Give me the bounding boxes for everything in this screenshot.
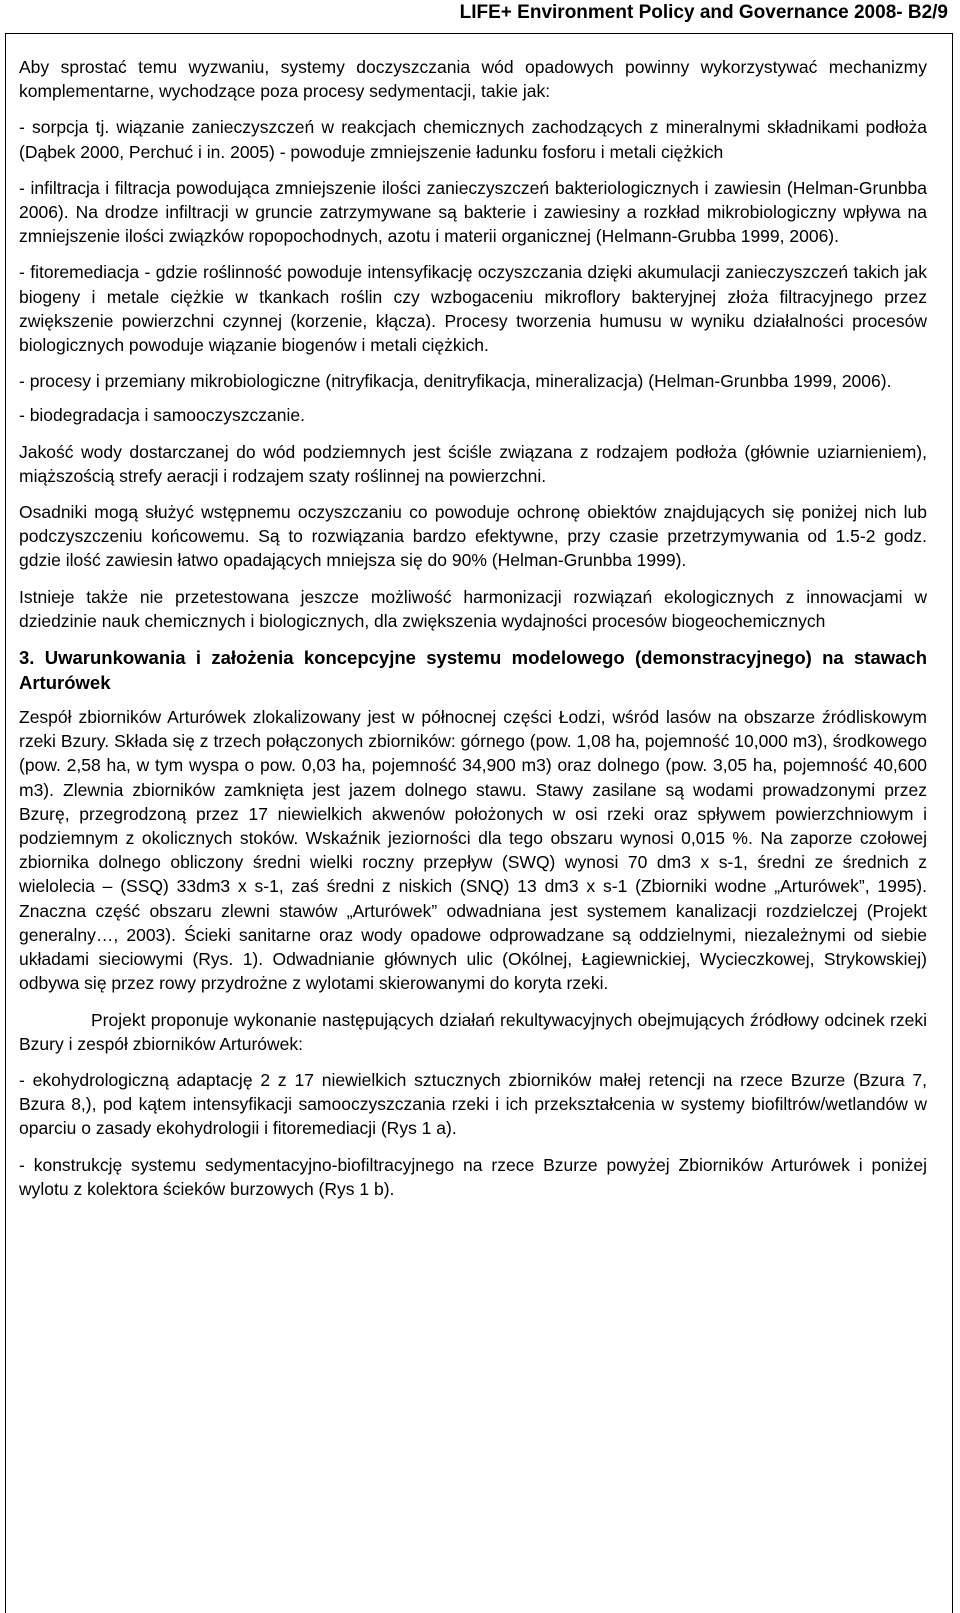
list-item-infiltration: - infiltracja i filtracja powodująca zmniejszenie ilości zanieczyszczeń bakteriologicznych i zawiesin (Helman-Grunbba 2006). Na drodze infiltracji w gruncie zatrzymywane są bakterie i zawiesiny a rozkład mikrobiologiczny wpływa na zmniejszenie ilości związków ropopochodnych, azotu i materii organicznej (Helmann-Grubba 1999, 2006). [19, 177, 927, 247]
list-item-microbiological: - procesy i przemiany mikrobiologiczne (nitryfikacja, denitryfikacja, mineralizacja) (Helman-Grunbba 1999, 2006). [19, 371, 892, 392]
paragraph-settlers: Osadniki mogą służyć wstępnemu oczyszczaniu co powoduje ochronę obiektów znajdujących się poniżej nich lub podczyszczeniu końcowemu. Są to rozwiązania bardzo efektywne, przy czasie przetrzymywania od 1.5-2 godz. gdzie ilość zawiesin łatwo opadających mniejsza się do 90% (Helman-Grunbba 1999). [19, 502, 927, 571]
paragraph-arturowek: Zespół zbiorników Arturówek zlokalizowany jest w północnej części Łodzi, wśród lasów na obszarze źródliskowym rzeki Bzury. Składa się z trzech połączonych zbiorników: górnego (pow. 1,08 ha, pojemność 10,000 m3), środkowego (pow. 2,58 ha, w tym wyspa o pow. 0,03 ha, pojemność 34,900 m3) oraz dolnego (pow. 3,05 ha, pojemność 40,600 m3). Zlewnia zbiorników zamknięta jest jazem dolnego stawu. Stawy zasilane są wodami prowadzonymi przez Bzurę, przegrodzoną przez 17 niewielkich akwenów położonych w osi rzeki oraz spływem powierzchniowym i podziemnym z okolicznych stoków. Wskaźnik jeziorności dla tego obszaru wynosi 0,015 %. Na zaporze czołowej zbiornika dolnego obliczony średni wielki roczny przepływ (SWQ) wynosi 70 dm3 x s-1, średni ze średnich z wielolecia – (SSQ) 33dm3 x s-1, zaś średni z niskich (SNQ) 13 dm3 x s-1 (Zbiorniki wodne „Arturówek”, 1995). Znaczna część obszaru zlewni stawów „Arturówek” odwadniana jest systemem kanalizacji rozdzielczej (Projekt generalny…, 2003). Ścieki sanitarne oraz wody opadowe odprowadzane są oddzielnymi, niezależnymi od siebie układami sieciowymi (Rys. 1). Odwadnianie głównych ulic (Okólnej, Łagiewnickiej, Wycieczkowej, Strykowskiej) odbywa się przez rowy przydrożne z wylotami skierowanymi do koryta rzeki. [19, 707, 927, 994]
list-item-construction: - konstrukcję systemu sedymentacyjno-biofiltracyjnego na rzece Bzurze powyżej Zbiorników Arturówek i poniżej wylotu z kolektora ścieków burzowych (Rys 1 b). [19, 1154, 927, 1199]
paragraph-project: Projekt proponuje wykonanie następujących działań rekultywacyjnych obejmujących źródłowy odcinek rzeki Bzury i zespół zbiorników Arturówek: [19, 1009, 927, 1054]
paragraph-harmonization: Istnieje także nie przetestowana jeszcze możliwość harmonizacji rozwiązań ekologicznych z innowacjami w dziedzinie nauk chemicznych i biologicznych, dla zwiększenia wydajności procesów biogeochemicznych [19, 586, 927, 631]
list-item-biodegradation: - biodegradacja i samooczyszczanie. [19, 405, 305, 426]
page-header-title: LIFE+ Environment Policy and Governance 2008- B2/9 [459, 2, 948, 23]
list-item-phytoremediation: - fitoremediacja - gdzie roślinność powoduje intensyfikację oczyszczania dzięki akumulacji zanieczyszczeń takich jak biogeny i metale ciężkie w tkankach roślin czy wzbogaceniu mikroflory bakteryjnej złoża filtracyjnego przez zwiększenie powierzchni czynnej (korzenie, kłącza). Procesy tworzenia humusu w wyniku działalności procesów biologicznych powoduje wiązanie biogenów i metali ciężkich. [19, 262, 927, 356]
list-item-sorption: - sorpcja tj. wiązanie zanieczyszczeń w reakcjach chemicznych zachodzących z mineralnymi składnikami podłoża (Dąbek 2000, Perchuć i in. 2005) - powoduje zmniejszenie ładunku fosforu i metali ciężkich [19, 117, 927, 162]
paragraph-water-quality: Jakość wody dostarczanej do wód podziemnych jest ściśle związana z rodzajem podłoża (głównie uziarnieniem), miąższością strefy aeracji i rodzajem szaty roślinnej na powierzchni. [19, 441, 927, 486]
document-body [19, 55, 927, 1213]
paragraph-intro: Aby sprostać temu wyzwaniu, systemy doczyszczania wód opadowych powinny wykorzystywać mechanizmy komplementarne, wychodzące poza procesy sedymentacji, takie jak: [19, 57, 927, 102]
section-heading: 3. Uwarunkowania i założenia koncepcyjne systemu modelowego (demonstracyjnego) na stawach Arturówek [19, 647, 927, 694]
list-item-adaptation: - ekohydrologiczną adaptację 2 z 17 niewielkich sztucznych zbiorników małej retencji na rzece Bzurze (Bzura 7, Bzura 8,), pod kątem intensyfikacji samooczyszczania rzeki i ich przekształcenia w systemy biofiltrów/wetlandów w oparciu o zasady ekohydrologii i fitoremediacji (Rys 1 a). [19, 1069, 927, 1139]
